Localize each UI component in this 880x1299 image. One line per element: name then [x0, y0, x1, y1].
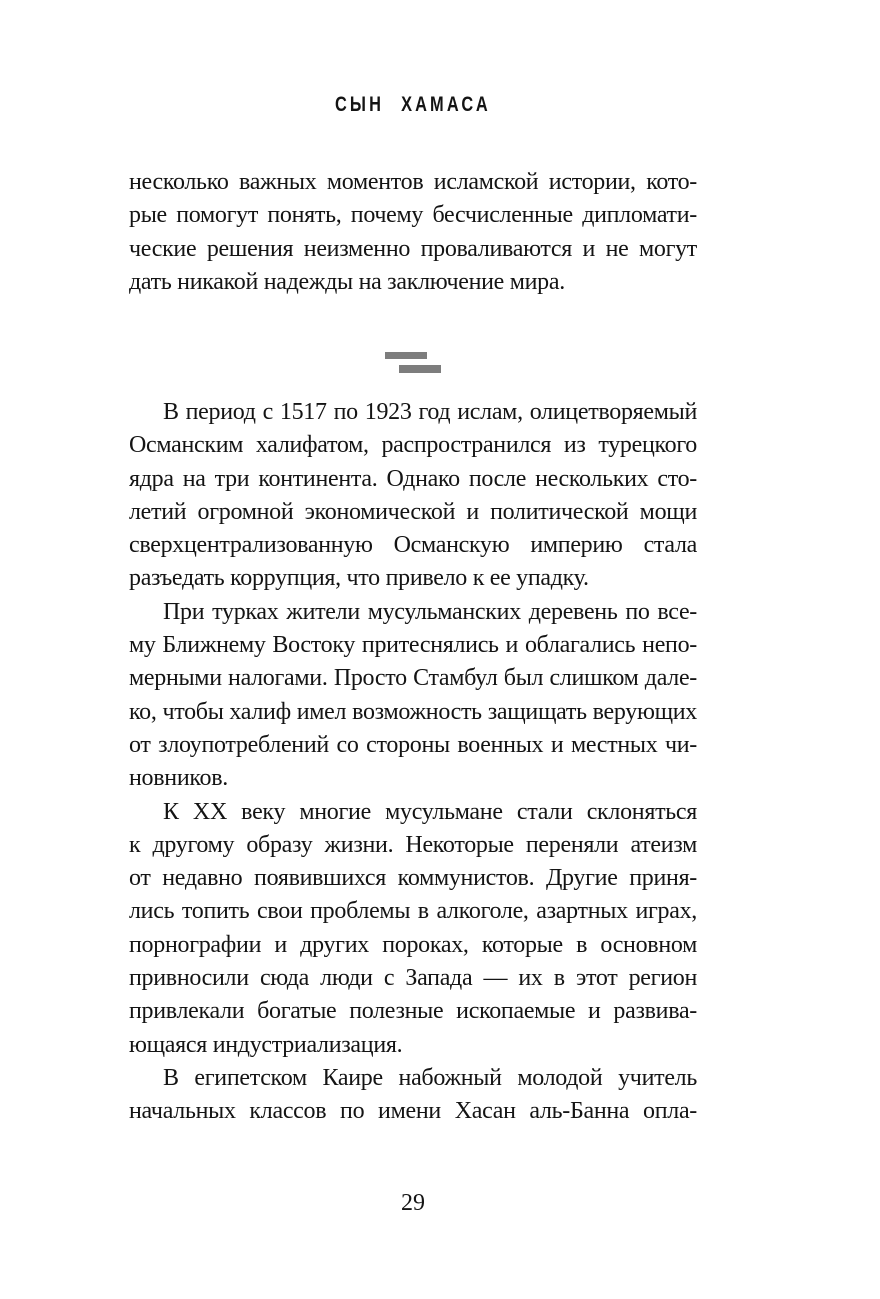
text-line: мерными налогами. Просто Стамбул был слишком дале-	[129, 665, 697, 692]
text-line: дать никакой надежды на заключение мира.	[129, 268, 565, 295]
text-line: порнографии и других пороках, которые в основном	[129, 931, 697, 958]
divider-bar-top	[385, 352, 427, 359]
text-line: ко, чтобы халиф имел возможность защищать верующих	[129, 698, 697, 725]
text-line: привносили сюда люди с Запада — их в этот регион	[129, 965, 697, 992]
text-line: сверхцентрализованную Османскую империю стала	[129, 532, 697, 559]
text-line: начальных классов по имени Хасан аль-Банна опла-	[129, 1098, 697, 1125]
running-header-title: СЫН ХАМАСА	[335, 93, 491, 116]
text-line: ющаяся индустриализация.	[129, 1031, 403, 1058]
text-line: лись топить свои проблемы в алкоголе, азартных играх,	[129, 898, 697, 925]
text-line: несколько важных моментов исламской истории, кото-	[129, 169, 697, 195]
text-line: В египетском Каире набожный молодой учитель	[163, 1064, 697, 1091]
text-line: К XX веку многие мусульмане стали склоняться	[163, 798, 697, 825]
page-number: 29	[401, 1190, 425, 1216]
text-line: Османским халифатом, распространился из турецкого	[129, 432, 697, 459]
running-header	[129, 93, 697, 117]
paragraph	[129, 796, 697, 1062]
text-line: привлекали богатые полезные ископаемые и развива-	[129, 998, 697, 1025]
paragraph	[129, 596, 697, 796]
text-line: При турках жители мусульманских деревень по все-	[163, 598, 697, 625]
text-line: ческие решения неизменно проваливаются и не могут	[129, 235, 697, 262]
text-line: ядра на три континента. Однако после нескольких сто-	[129, 465, 697, 492]
text-line: рые помогут понять, почему бесчисленные дипломати-	[129, 202, 697, 229]
divider-bar-bottom	[399, 365, 441, 373]
body-text	[129, 396, 697, 1129]
text-line: новников.	[129, 765, 228, 792]
text-line: летий огромной экономической и политической мощи	[129, 498, 697, 525]
paragraph	[129, 1062, 697, 1129]
text-line: к другому образу жизни. Некоторые переняли атеизм	[129, 831, 697, 858]
text-line: от злоупотреблений со стороны военных и местных чи-	[129, 731, 697, 758]
text-line: от недавно появившихся коммунистов. Другие приня-	[129, 865, 697, 892]
text-line: му Ближнему Востоку притеснялись и облагались непо-	[129, 632, 697, 659]
text-line: В период с 1517 по 1923 год ислам, олицетворяемый	[163, 399, 697, 425]
paragraph	[129, 166, 697, 299]
text-line: разъедать коррупция, что привело к ее упадку.	[129, 565, 589, 592]
body-text-continuation	[129, 166, 697, 299]
paragraph	[129, 396, 697, 596]
